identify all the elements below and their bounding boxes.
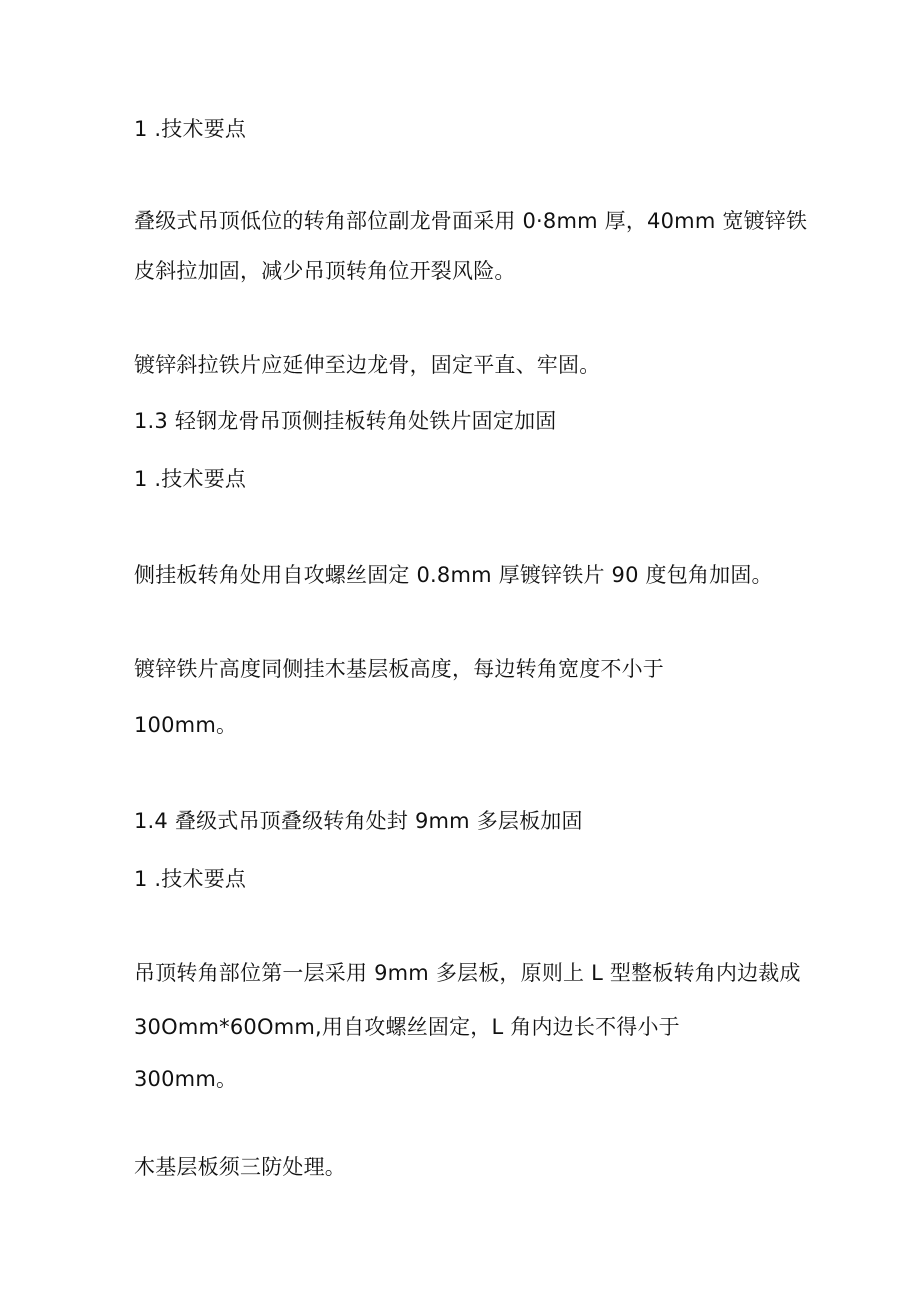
paragraph-line: 30Omm*60Omm,用自攻螺丝固定，L 角内边长不得小于 [134,1015,680,1039]
paragraph-line: 镀锌斜拉铁片应延伸至边龙骨，固定平直、牢固。 [134,353,601,377]
list-item-heading: 1 .技术要点 [134,117,247,141]
paragraph-line: 镀锌铁片高度同侧挂木基层板高度，每边转角宽度不小于 [134,657,664,681]
paragraph-line: 100mm。 [134,713,238,737]
list-item-heading: 1 .技术要点 [134,467,247,491]
paragraph-line: 叠级式吊顶低位的转角部位副龙骨面采用 0·8mm 厚，40mm 宽镀锌铁 [134,209,808,233]
paragraph-line: 300mm。 [134,1067,238,1091]
paragraph-line: 皮斜拉加固，减少吊顶转角位开裂风险。 [134,259,516,283]
paragraph-line: 木基层板须三防处理。 [134,1155,346,1179]
paragraph-line: 侧挂板转角处用自攻螺丝固定 0.8mm 厚镀锌铁片 90 度包角加固。 [134,563,773,587]
list-item-heading: 1 .技术要点 [134,867,247,891]
paragraph-line: 吊顶转角部位第一层采用 9mm 多层板，原则上 L 型整板转角内边裁成 [134,961,801,985]
section-heading: 1.4 叠级式吊顶叠级转角处封 9mm 多层板加固 [134,809,583,833]
section-heading: 1.3 轻钢龙骨吊顶侧挂板转角处铁片固定加固 [134,409,557,433]
